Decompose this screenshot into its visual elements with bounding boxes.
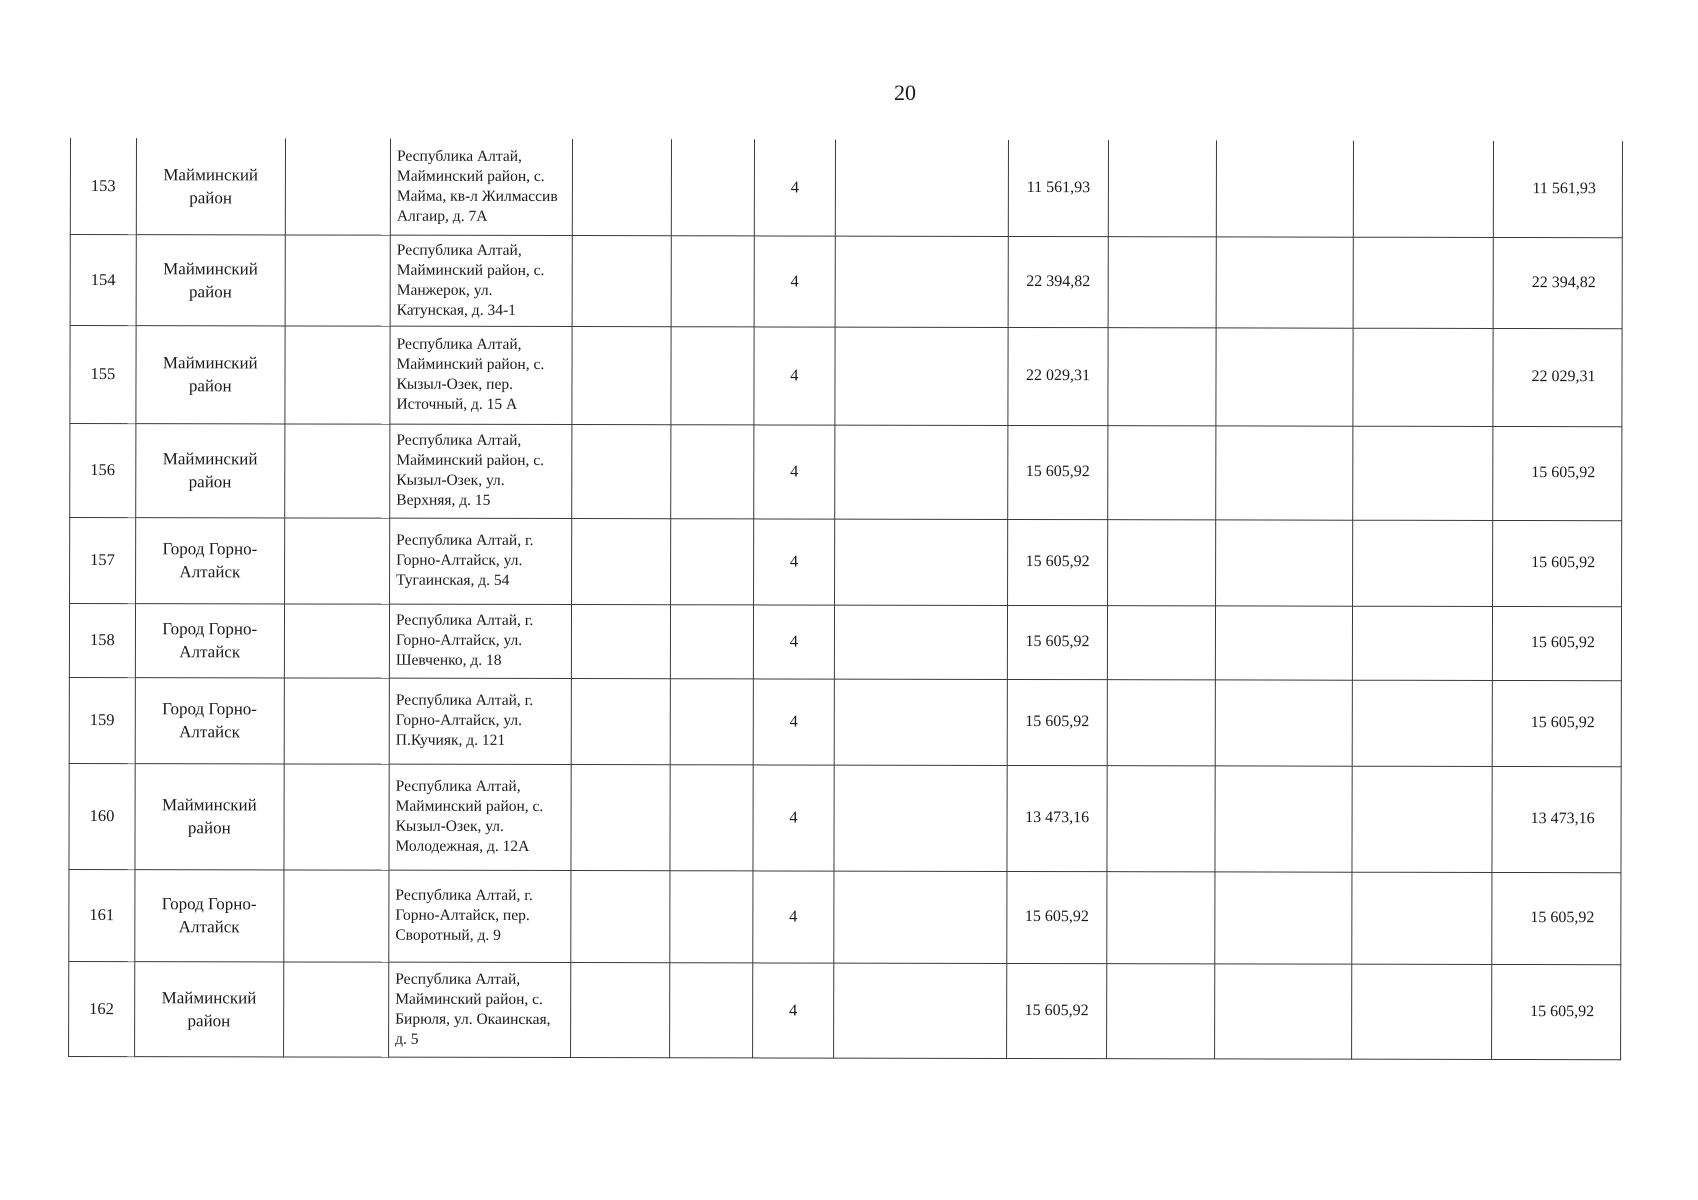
empty-cell <box>1107 605 1216 679</box>
empty-cell <box>1108 425 1217 519</box>
amount-cell: 15 605,92 <box>1007 679 1107 765</box>
region-cell: Майминский район <box>135 423 284 517</box>
empty-cell <box>285 138 390 234</box>
empty-cell <box>670 678 753 764</box>
empty-cell <box>670 764 754 870</box>
row-number: 153 <box>70 138 136 234</box>
region-cell: Город Горно-Алтайск <box>135 869 284 961</box>
row-number: 160 <box>69 763 135 869</box>
total-cell: 22 029,31 <box>1492 328 1622 426</box>
empty-cell <box>1216 679 1353 765</box>
row-number: 161 <box>69 869 135 961</box>
empty-cell <box>571 518 670 604</box>
table-row <box>70 325 1622 426</box>
empty-cell <box>572 235 671 326</box>
total-cell: 22 394,82 <box>1493 237 1623 328</box>
empty-cell <box>834 605 1007 679</box>
region-cell: Город Горно-Алтайск <box>135 603 284 677</box>
page-number: 20 <box>894 80 916 105</box>
region-cell: Город Горно-Алтайск <box>135 517 284 603</box>
address-cell: Республика Алтай, г. Горно-Алтайск, ул. Шевченко, д. 18 <box>389 604 571 678</box>
empty-cell <box>835 327 1008 425</box>
empty-cell <box>284 603 389 677</box>
table-row <box>69 961 1621 1059</box>
empty-cell <box>1352 766 1491 872</box>
empty-cell <box>285 325 390 423</box>
empty-cell <box>670 518 753 604</box>
address-cell: Республика Алтай, г. Горно-Алтайск, пер. Своротный, д. 9 <box>389 870 571 962</box>
region-cell: Майминский район <box>134 961 283 1056</box>
empty-cell <box>669 962 752 1057</box>
address-cell: Республика Алтай, Майминский район, с. Бирюля, ул. Окаинская, д. 5 <box>389 962 571 1057</box>
table-row <box>69 869 1621 964</box>
empty-cell <box>1353 606 1492 680</box>
region-cell: Майминский район <box>136 138 285 234</box>
empty-cell <box>834 963 1007 1058</box>
floors-cell: 4 <box>753 764 834 870</box>
empty-cell <box>571 764 670 870</box>
amount-cell: 15 605,92 <box>1008 425 1108 519</box>
table-row <box>70 423 1622 520</box>
empty-cell <box>1215 765 1352 871</box>
empty-cell <box>1216 327 1353 425</box>
empty-cell <box>670 326 754 424</box>
address-cell: Республика Алтай, г. Горно-Алтайск, ул. П.Кучияк, д. 121 <box>389 678 571 764</box>
row-number: 162 <box>69 961 135 1056</box>
row-number: 157 <box>70 517 136 603</box>
empty-cell <box>572 326 671 424</box>
address-cell: Республика Алтай, Майминский район, с. Кызыл-Озек, ул. Верхняя, д. 15 <box>390 424 572 518</box>
empty-cell <box>671 139 754 235</box>
total-cell: 15 605,92 <box>1491 872 1621 964</box>
empty-cell <box>284 869 389 961</box>
region-cell: Город Горно-Алтайск <box>135 677 284 763</box>
total-cell: 15 605,92 <box>1492 680 1622 766</box>
empty-cell <box>1216 519 1353 605</box>
empty-cell <box>1217 140 1354 236</box>
table-row <box>70 517 1622 606</box>
table-row <box>70 138 1622 237</box>
empty-cell <box>670 424 753 518</box>
empty-cell <box>834 765 1007 871</box>
floors-cell: 4 <box>753 678 834 764</box>
empty-cell <box>834 679 1007 765</box>
amount-cell: 15 605,92 <box>1007 871 1107 963</box>
empty-cell <box>835 140 1008 236</box>
empty-cell <box>1353 520 1492 606</box>
amount-cell: 15 605,92 <box>1008 605 1108 679</box>
empty-cell <box>1108 327 1217 425</box>
empty-cell <box>1106 963 1215 1058</box>
empty-cell <box>1108 236 1217 327</box>
empty-cell <box>1216 605 1353 679</box>
empty-cell <box>835 519 1008 605</box>
address-cell: Республика Алтай, Майминский район, с. Кызыл-Озек, ул. Молодежная, д. 12А <box>389 764 571 870</box>
empty-cell <box>572 139 671 235</box>
address-cell: Республика Алтай, Майминский район, с. Майма, кв-л Жилмассив Алгаир, д. 7А <box>390 139 572 235</box>
empty-cell <box>1107 871 1216 963</box>
amount-cell: 15 605,92 <box>1007 963 1107 1058</box>
empty-cell <box>1353 328 1492 426</box>
total-cell: 15 605,92 <box>1492 606 1622 680</box>
total-cell: 15 605,92 <box>1492 426 1622 520</box>
total-cell: 13 473,16 <box>1492 766 1622 872</box>
empty-cell <box>1216 236 1353 327</box>
empty-cell <box>1215 871 1352 963</box>
empty-cell <box>669 870 752 962</box>
total-cell: 11 561,93 <box>1493 141 1623 237</box>
empty-cell <box>284 517 389 603</box>
address-cell: Республика Алтай, Майминский район, с. Кызыл-Озек, пер. Источный, д. 15 А <box>390 326 572 424</box>
empty-cell <box>572 424 671 518</box>
empty-cell <box>835 236 1008 327</box>
floors-cell: 4 <box>753 518 834 604</box>
amount-cell: 13 473,16 <box>1007 765 1107 871</box>
row-number: 155 <box>70 325 136 423</box>
empty-cell <box>1108 140 1217 236</box>
empty-cell <box>284 763 389 869</box>
empty-cell <box>1353 680 1492 766</box>
amount-cell: 22 394,82 <box>1008 236 1108 327</box>
row-number: 159 <box>69 677 135 763</box>
empty-cell <box>285 234 390 325</box>
floors-cell: 4 <box>754 139 835 235</box>
housing-table <box>68 138 1623 1060</box>
row-number: 154 <box>70 234 136 325</box>
table-row <box>69 677 1621 766</box>
region-cell: Майминский район <box>135 763 284 869</box>
row-number: 156 <box>70 423 136 517</box>
empty-cell <box>1352 872 1491 964</box>
empty-cell <box>835 425 1008 519</box>
empty-cell <box>1353 426 1492 520</box>
empty-cell <box>834 871 1007 963</box>
empty-cell <box>571 604 670 678</box>
amount-cell: 22 029,31 <box>1008 327 1108 425</box>
empty-cell <box>284 677 389 763</box>
floors-cell: 4 <box>752 962 833 1057</box>
empty-cell <box>670 604 753 678</box>
empty-cell <box>1107 765 1216 871</box>
floors-cell: 4 <box>753 604 834 678</box>
table-row <box>70 234 1622 328</box>
empty-cell <box>571 870 670 962</box>
empty-cell <box>1215 963 1352 1058</box>
empty-cell <box>1353 237 1492 328</box>
empty-cell <box>283 961 388 1056</box>
table-body <box>69 138 1623 1059</box>
floors-cell: 4 <box>754 235 835 326</box>
table-row <box>69 763 1621 872</box>
empty-cell <box>1107 519 1216 605</box>
empty-cell <box>1216 425 1353 519</box>
table-row <box>69 603 1621 680</box>
empty-cell <box>1352 964 1491 1059</box>
total-cell: 15 605,92 <box>1491 964 1621 1059</box>
address-cell: Республика Алтай, Майминский район, с. Манжерок, ул. Катунская, д. 34-1 <box>390 235 572 326</box>
floors-cell: 4 <box>754 424 835 518</box>
empty-cell <box>671 235 754 326</box>
amount-cell: 11 561,93 <box>1008 140 1108 236</box>
empty-cell <box>1107 679 1216 765</box>
table-wrapper <box>68 138 1623 1060</box>
empty-cell <box>1354 141 1493 237</box>
floors-cell: 4 <box>754 326 835 424</box>
region-cell: Майминский район <box>136 234 285 325</box>
total-cell: 15 605,92 <box>1492 520 1622 606</box>
empty-cell <box>571 962 670 1057</box>
row-number: 158 <box>69 603 135 677</box>
floors-cell: 4 <box>753 870 834 962</box>
region-cell: Майминский район <box>136 325 285 423</box>
empty-cell <box>285 423 390 517</box>
empty-cell <box>571 678 670 764</box>
address-cell: Республика Алтай, г. Горно-Алтайск, ул. Тугаинская, д. 54 <box>390 518 572 604</box>
amount-cell: 15 605,92 <box>1008 519 1108 605</box>
